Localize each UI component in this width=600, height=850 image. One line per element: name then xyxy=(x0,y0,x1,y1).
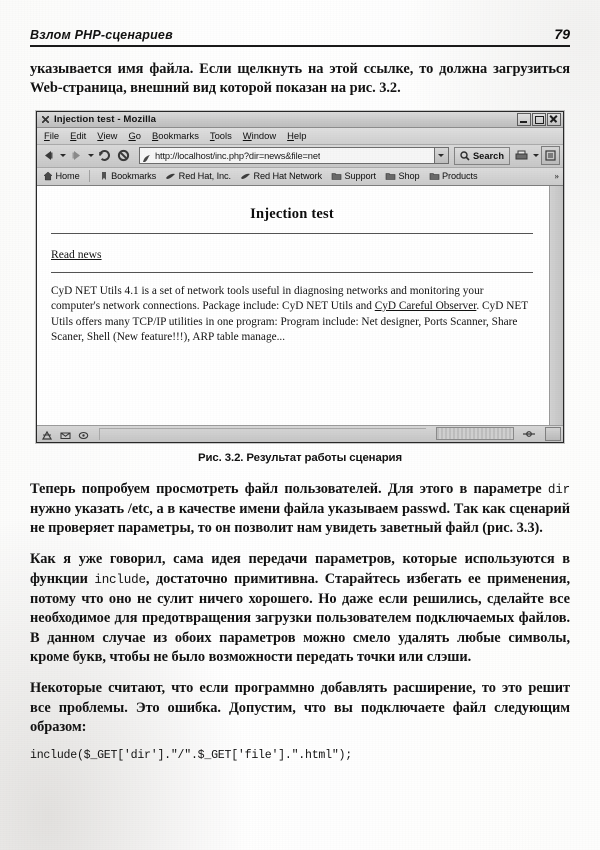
toolbar-separator xyxy=(89,170,90,182)
browser-status-bar xyxy=(37,426,563,442)
bookmarks-toolbar xyxy=(37,168,563,186)
page-content xyxy=(0,26,600,762)
book-title: Взлом PHP-сценариев xyxy=(30,28,173,42)
code-block: include($_GET['dir']."/".$_GET['file'].".html"); xyxy=(30,749,352,763)
bookmark-support[interactable] xyxy=(331,171,376,181)
vertical-scrollbar[interactable] xyxy=(549,186,563,425)
page-number: 79 xyxy=(554,26,570,42)
bookmark-redhat-network[interactable] xyxy=(240,171,322,181)
composer-status-icon[interactable] xyxy=(78,428,89,439)
bookmark-shop[interactable] xyxy=(385,171,420,181)
offline-status-icon[interactable] xyxy=(545,427,561,441)
print-dropdown-icon[interactable] xyxy=(532,148,539,164)
maximize-icon[interactable] xyxy=(532,113,546,126)
bookmark-redhat-network-label: Red Hat Network xyxy=(253,171,322,182)
mail-status-icon[interactable] xyxy=(60,428,71,439)
para2-part-a: Как я уже говорил, сама идея передачи параметров, которые используются в функции xyxy=(30,551,570,587)
menu-help[interactable]: Help xyxy=(287,130,307,142)
back-icon[interactable] xyxy=(40,147,57,164)
search-icon xyxy=(460,151,470,161)
mozilla-icon xyxy=(41,115,50,124)
bookmark-redhat-inc[interactable] xyxy=(165,171,231,181)
minimize-icon[interactable] xyxy=(517,113,531,126)
folder-icon xyxy=(331,171,342,181)
menu-go[interactable]: Go xyxy=(128,130,141,142)
home-icon xyxy=(43,171,53,181)
read-news-link[interactable]: Read news xyxy=(51,247,102,261)
bookmark-products-label: Products xyxy=(442,171,478,182)
browser-nav-toolbar xyxy=(37,145,563,168)
bookmark-redhat-inc-label: Red Hat, Inc. xyxy=(178,171,231,182)
paragraph-after-figure-2 xyxy=(30,550,570,667)
figure-caption: Рис. 3.2. Результат работы сценария xyxy=(198,451,402,464)
menu-window[interactable]: Window xyxy=(242,130,277,142)
search-label: Search xyxy=(472,150,504,161)
menu-file[interactable]: File xyxy=(44,130,60,142)
menu-view[interactable]: View xyxy=(97,130,118,142)
para1-part-a: Теперь попробуем просмотреть файл пользователей. Для этого в параметре xyxy=(30,480,548,497)
bookmark-shop-label: Shop xyxy=(398,171,420,182)
para1-part-b: нужно указать /etc, а в качестве имени файла указываем passwd. Так как сценарий не проверяет параметры, то он позволит нам увидеть заветный файл (рис. 3.3). xyxy=(30,500,570,537)
body-part-1: CyD NET Utils 4.1 is a set of network tools useful in diagnosing networks and monitoring your computer's network connections. Package include: CyD NET Utils and xyxy=(51,284,484,313)
security-lock-icon[interactable] xyxy=(521,428,538,440)
para2-code-include: include xyxy=(94,572,146,587)
url-bar[interactable] xyxy=(139,147,449,164)
browser-window xyxy=(36,111,564,443)
bookmark-bookmarks-label: Bookmarks xyxy=(111,171,157,182)
reload-icon[interactable] xyxy=(96,147,113,164)
bookmarks-folder-icon xyxy=(99,171,109,181)
url-text: http://localhost/inc.php?dir=news&file=net xyxy=(155,150,321,161)
menu-edit[interactable]: Edit xyxy=(70,130,87,142)
back-dropdown-icon[interactable] xyxy=(59,148,66,164)
close-icon[interactable] xyxy=(547,113,561,126)
bookmark-support-label: Support xyxy=(344,171,376,182)
folder-icon xyxy=(429,171,440,181)
bookmark-home-label: Home xyxy=(55,171,80,182)
paragraph-intro: указывается имя файла. Если щелкнуть на этой ссылке, то должна загрузиться Web-страница, внешний вид которой показан на рис. 3.2. xyxy=(30,61,570,97)
browser-viewport xyxy=(37,186,563,426)
body-part-2: . CyD NET Utils offers many TCP/IP utilities in one program: Program include: Net designer, Ports Scanner, Share Scaner, Shell (New feature!!!), ARP table manage... xyxy=(51,300,528,344)
print-icon[interactable] xyxy=(512,147,530,164)
bookmark-products[interactable] xyxy=(429,171,478,181)
browser-title: Injection test - Mozilla xyxy=(54,113,157,125)
bookmarks-overflow-icon[interactable]: » xyxy=(554,171,559,182)
bookmark-home[interactable] xyxy=(43,171,80,181)
page-body-text xyxy=(51,284,533,346)
menu-bookmarks[interactable]: Bookmarks xyxy=(151,130,199,142)
page-divider xyxy=(51,233,533,234)
page-favicon xyxy=(142,151,152,161)
cyd-careful-observer-link[interactable]: CyD Careful Observer xyxy=(374,300,477,313)
forward-icon[interactable] xyxy=(68,147,85,164)
redhat-icon xyxy=(165,171,176,181)
rendered-page xyxy=(37,186,549,425)
redhat-icon xyxy=(240,171,251,181)
page-divider-2 xyxy=(51,272,533,273)
para1-code-dir: dir xyxy=(547,482,570,497)
forward-dropdown-icon[interactable] xyxy=(87,148,94,164)
menu-tools[interactable]: Tools xyxy=(209,130,232,142)
bookmark-bookmarks[interactable] xyxy=(99,171,157,181)
url-dropdown-icon[interactable] xyxy=(434,148,448,163)
browser-menu-bar xyxy=(37,128,563,145)
stop-icon[interactable] xyxy=(115,147,132,164)
folder-icon xyxy=(385,171,396,181)
network-status-icon[interactable] xyxy=(42,428,53,439)
running-head xyxy=(30,26,570,47)
sidebar-toggle-icon[interactable] xyxy=(541,146,560,165)
paragraph-after-figure-3: Некоторые считают, что если программно добавлять расширение, то это решит все проблемы. Это ошибка. Допустим, что вы подключаете файл следующим образом: xyxy=(30,680,570,735)
progress-meter xyxy=(436,427,514,440)
window-controls xyxy=(517,113,561,126)
search-button[interactable] xyxy=(454,147,510,165)
status-message-field xyxy=(99,428,426,440)
figure-3-2 xyxy=(30,111,570,464)
page-heading: Injection test xyxy=(250,205,334,222)
browser-title-bar xyxy=(37,112,563,128)
paragraph-after-figure-1 xyxy=(30,480,570,539)
para2-part-b: , достаточно примитивна. Старайтесь избегать ее применения, потому что оно не сулит ничего хорошего. Но даже если решились, сделайте все необходимое для предотвращения загрузки пользователем подключаемых файлов. В данном случае из обоих параметров можно смело удалять любые символы, кроме букв, чтобы не было возможности передать точки или слэши. xyxy=(30,570,571,665)
